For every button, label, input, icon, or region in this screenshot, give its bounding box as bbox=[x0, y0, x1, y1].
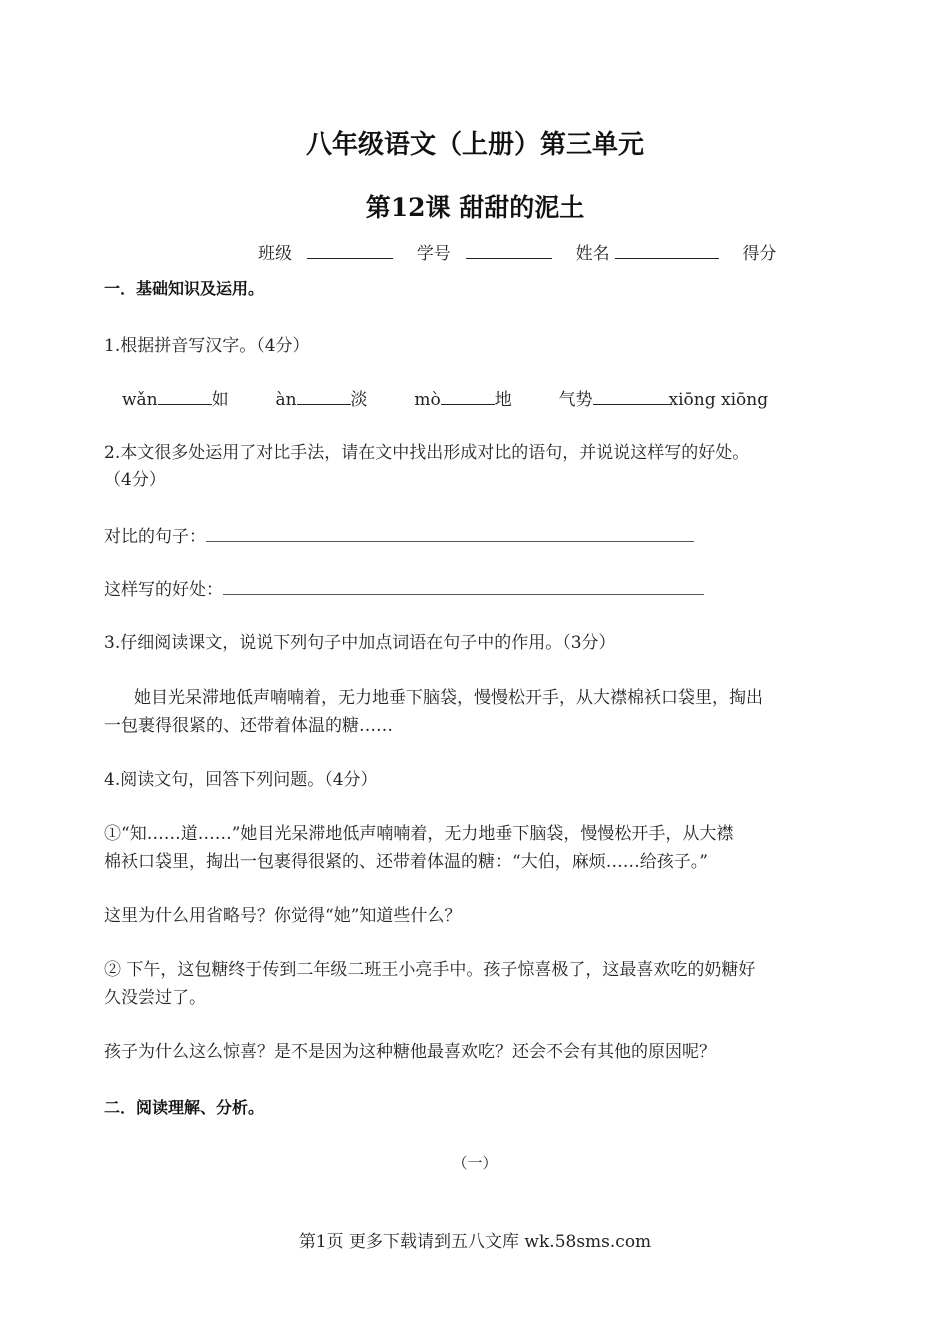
q1-item-4-pinyin: xiōng xiōng bbox=[668, 390, 769, 410]
page-footer: 第1页 更多下载请到五八文库 wk.58sms.com bbox=[298, 1232, 652, 1252]
class-label: 班级 bbox=[258, 244, 292, 264]
q2-benefit-answer-line[interactable] bbox=[223, 576, 704, 595]
q1-item-3-blank[interactable] bbox=[441, 386, 495, 405]
class-field[interactable] bbox=[307, 240, 393, 259]
q4-prompt: 4.阅读文句，回答下列问题。（4分） bbox=[104, 770, 378, 790]
q2-prompt-line2: （4分） bbox=[104, 470, 166, 490]
section2-heading: 二．阅读理解、分析。 bbox=[104, 1098, 265, 1117]
q2-contrast-answer-line[interactable] bbox=[206, 523, 694, 542]
q1-item-3-pinyin: mò bbox=[414, 390, 441, 410]
page-title: 八年级语文（上册）第三单元 bbox=[305, 130, 644, 160]
lesson-title: 第12课 甜甜的泥土 bbox=[365, 193, 585, 222]
q2-benefit-label: 这样写的好处： bbox=[104, 580, 223, 600]
q1-item-2-pinyin: àn bbox=[275, 390, 297, 410]
q1-prompt: 1.根据拼音写汉字。（4分） bbox=[104, 336, 310, 356]
q1-item-3-char: 地 bbox=[494, 390, 512, 410]
q4-s2-line2: 久没尝过了。 bbox=[104, 988, 206, 1008]
q1-item-2-char: 淡 bbox=[350, 390, 368, 410]
q2-prompt-line1: 2.本文很多处运用了对比手法，请在文中找出形成对比的语句，并说说这样写的好处。 bbox=[104, 443, 750, 463]
q4-s1-line1: ①“知……道……”她目光呆滞地低声喃喃着，无力地垂下脑袋，慢慢松开手，从大襟 bbox=[104, 824, 734, 844]
q2-contrast-label: 对比的句子： bbox=[104, 527, 206, 547]
section2-part-label: （一） bbox=[452, 1154, 498, 1172]
q2-contrast-row bbox=[104, 523, 694, 551]
section1-heading: 一．基础知识及运用。 bbox=[104, 279, 265, 298]
q1-item-2-blank[interactable] bbox=[297, 386, 351, 405]
q3-passage-line2: 一包裹得很紧的、还带着体温的糖…… bbox=[104, 716, 393, 736]
q1-item-4-blank[interactable] bbox=[593, 386, 669, 405]
q3-passage-line1: 她目光呆滞地低声喃喃着，无力地垂下脑袋，慢慢松开手，从大襟棉袄口袋里，掏出 bbox=[134, 688, 763, 708]
q4-s1-line2: 棉袄口袋里，掏出一包裹得很紧的、还带着体温的糖：“大伯，麻烦……给孩子。” bbox=[104, 852, 708, 872]
q1-item-1-blank[interactable] bbox=[158, 386, 212, 405]
number-label: 学号 bbox=[416, 244, 451, 264]
number-field[interactable] bbox=[466, 240, 552, 259]
q2-benefit-row bbox=[104, 576, 704, 604]
name-field[interactable] bbox=[615, 240, 719, 259]
q1-item-1-pinyin: wǎn bbox=[122, 390, 158, 410]
score-label: 得分 bbox=[742, 244, 777, 264]
q3-prompt: 3.仔细阅读课文，说说下列句子中加点词语在句子中的作用。（3分） bbox=[104, 633, 616, 653]
q4-s2-question: 孩子为什么这么惊喜？是不是因为这种糖他最喜欢吃？还会不会有其他的原因呢？ bbox=[104, 1042, 716, 1062]
student-info-row bbox=[258, 240, 776, 268]
q1-item-4-word: 气势 bbox=[558, 390, 593, 410]
q1-items bbox=[122, 386, 768, 414]
q4-s1-question: 这里为什么用省略号？你觉得“她”知道些什么？ bbox=[104, 906, 462, 926]
name-label: 姓名 bbox=[575, 244, 610, 264]
q1-item-1-char: 如 bbox=[211, 390, 229, 410]
q4-s2-line1: ② 下午，这包糖终于传到二年级二班王小亮手中。孩子惊喜极了，这最喜欢吃的奶糖好 bbox=[104, 960, 756, 980]
